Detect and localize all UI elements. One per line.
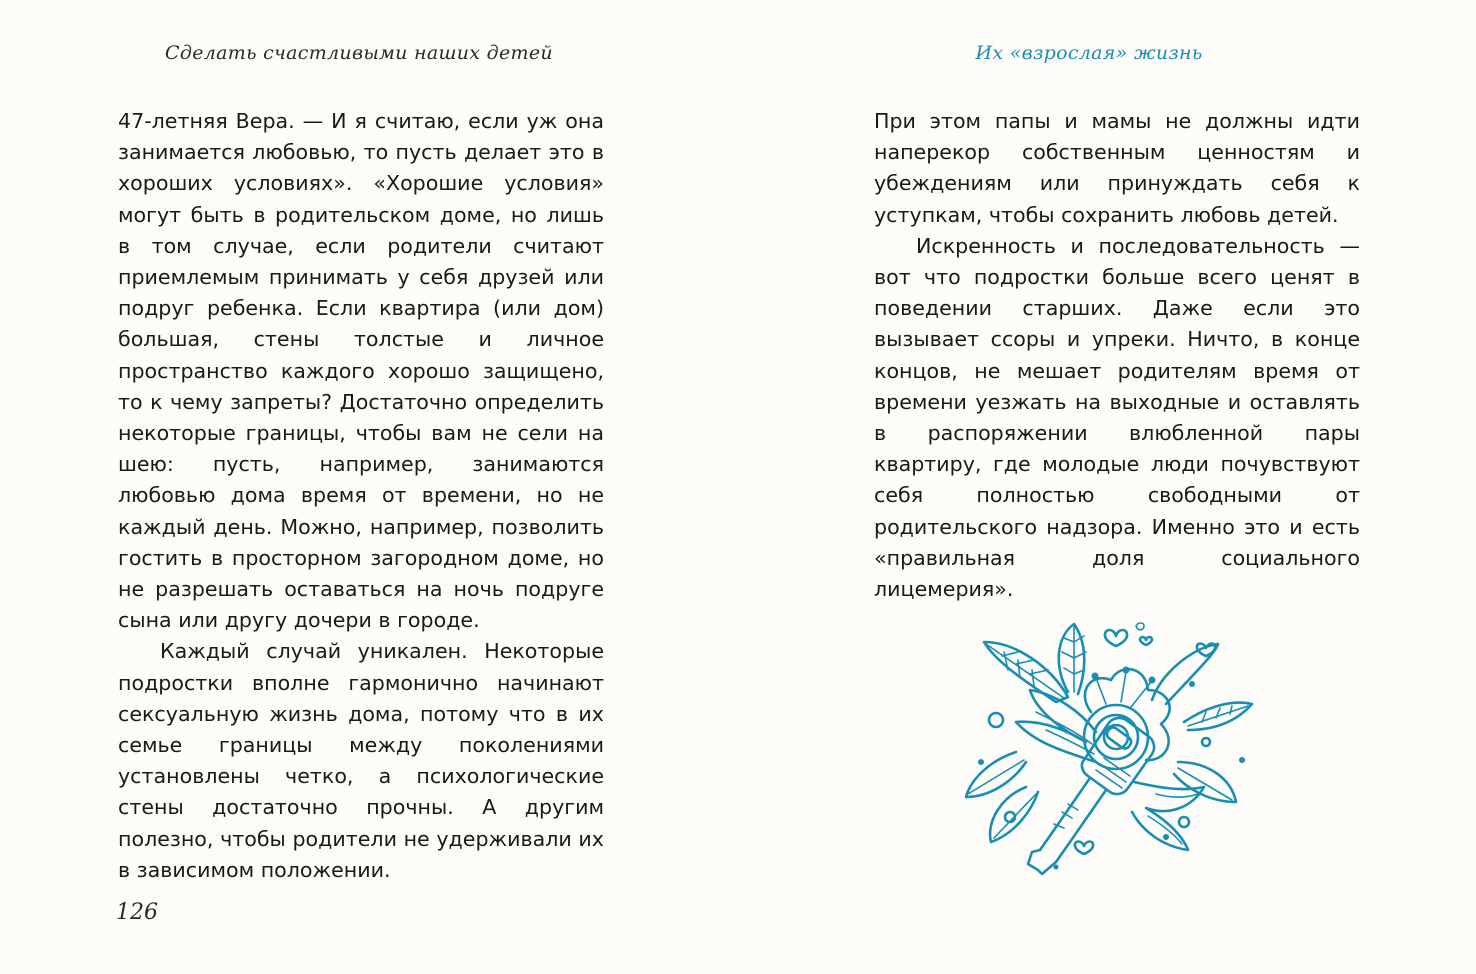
left-paragraph-2: Каждый случай уникален. Некоторые подростки вполне гармонично начинают сексуальную жизнь дома, потому что в их семье границы между поколениями установлены четко, а психологические стены достаточно прочны. А другим полезно, чтобы родители не удерживали их в зависимом положении. [118,639,604,882]
right-body-text [874,106,1360,605]
left-paragraph-1: 47-летняя Вера. — И я считаю, если уж она занимается любовью, то пусть делает это в хороших условиях». «Хорошие условия» могут быть в родительском доме, но лишь в том случае, если родители считают приемлемым принимать у себя друзей или подруг ребенка. Если квартира (или дом) большая, стены толстые и личное пространство каждого хорошо защищено, то к чему запреты? Достаточно определить некоторые границы, чтобы вам не сели на шею: пусть, например, занимаются любовью дома время от времени, но не каждый день. Можно, например, позволить гостить в просторном загородном доме, но не разрешать оставаться на ночь подруге сына или другу дочери в городе. [118,109,604,633]
right-page [738,0,1476,974]
right-paragraph-2: Искренность и последовательность — вот что подростки больше всего ценят в поведении старших. Даже если это вызывает ссоры и упреки. Ничто, в конце концов, не мешает родителям время от времени уезжать на выходные и оставлять в распоряжении влюбленной пары квартиру, где молодые люди почувствуют себя полностью свободными от родительского надзора. Именно это и есть «правильная доля социального лицемерия». [874,233,1360,602]
page-number: 126 [116,900,158,925]
winged-key-illustration-icon [956,612,1256,882]
left-body-text [118,106,604,886]
right-paragraph-1: При этом папы и мамы не должны идти наперекор собственным ценностям и убеждениям или принуждать себя к уступкам, чтобы сохранить любовь детей. [874,109,1360,227]
right-running-head: Их «взрослая» жизнь [975,42,1203,64]
left-running-head: Сделать счастливыми наших детей [165,42,553,64]
